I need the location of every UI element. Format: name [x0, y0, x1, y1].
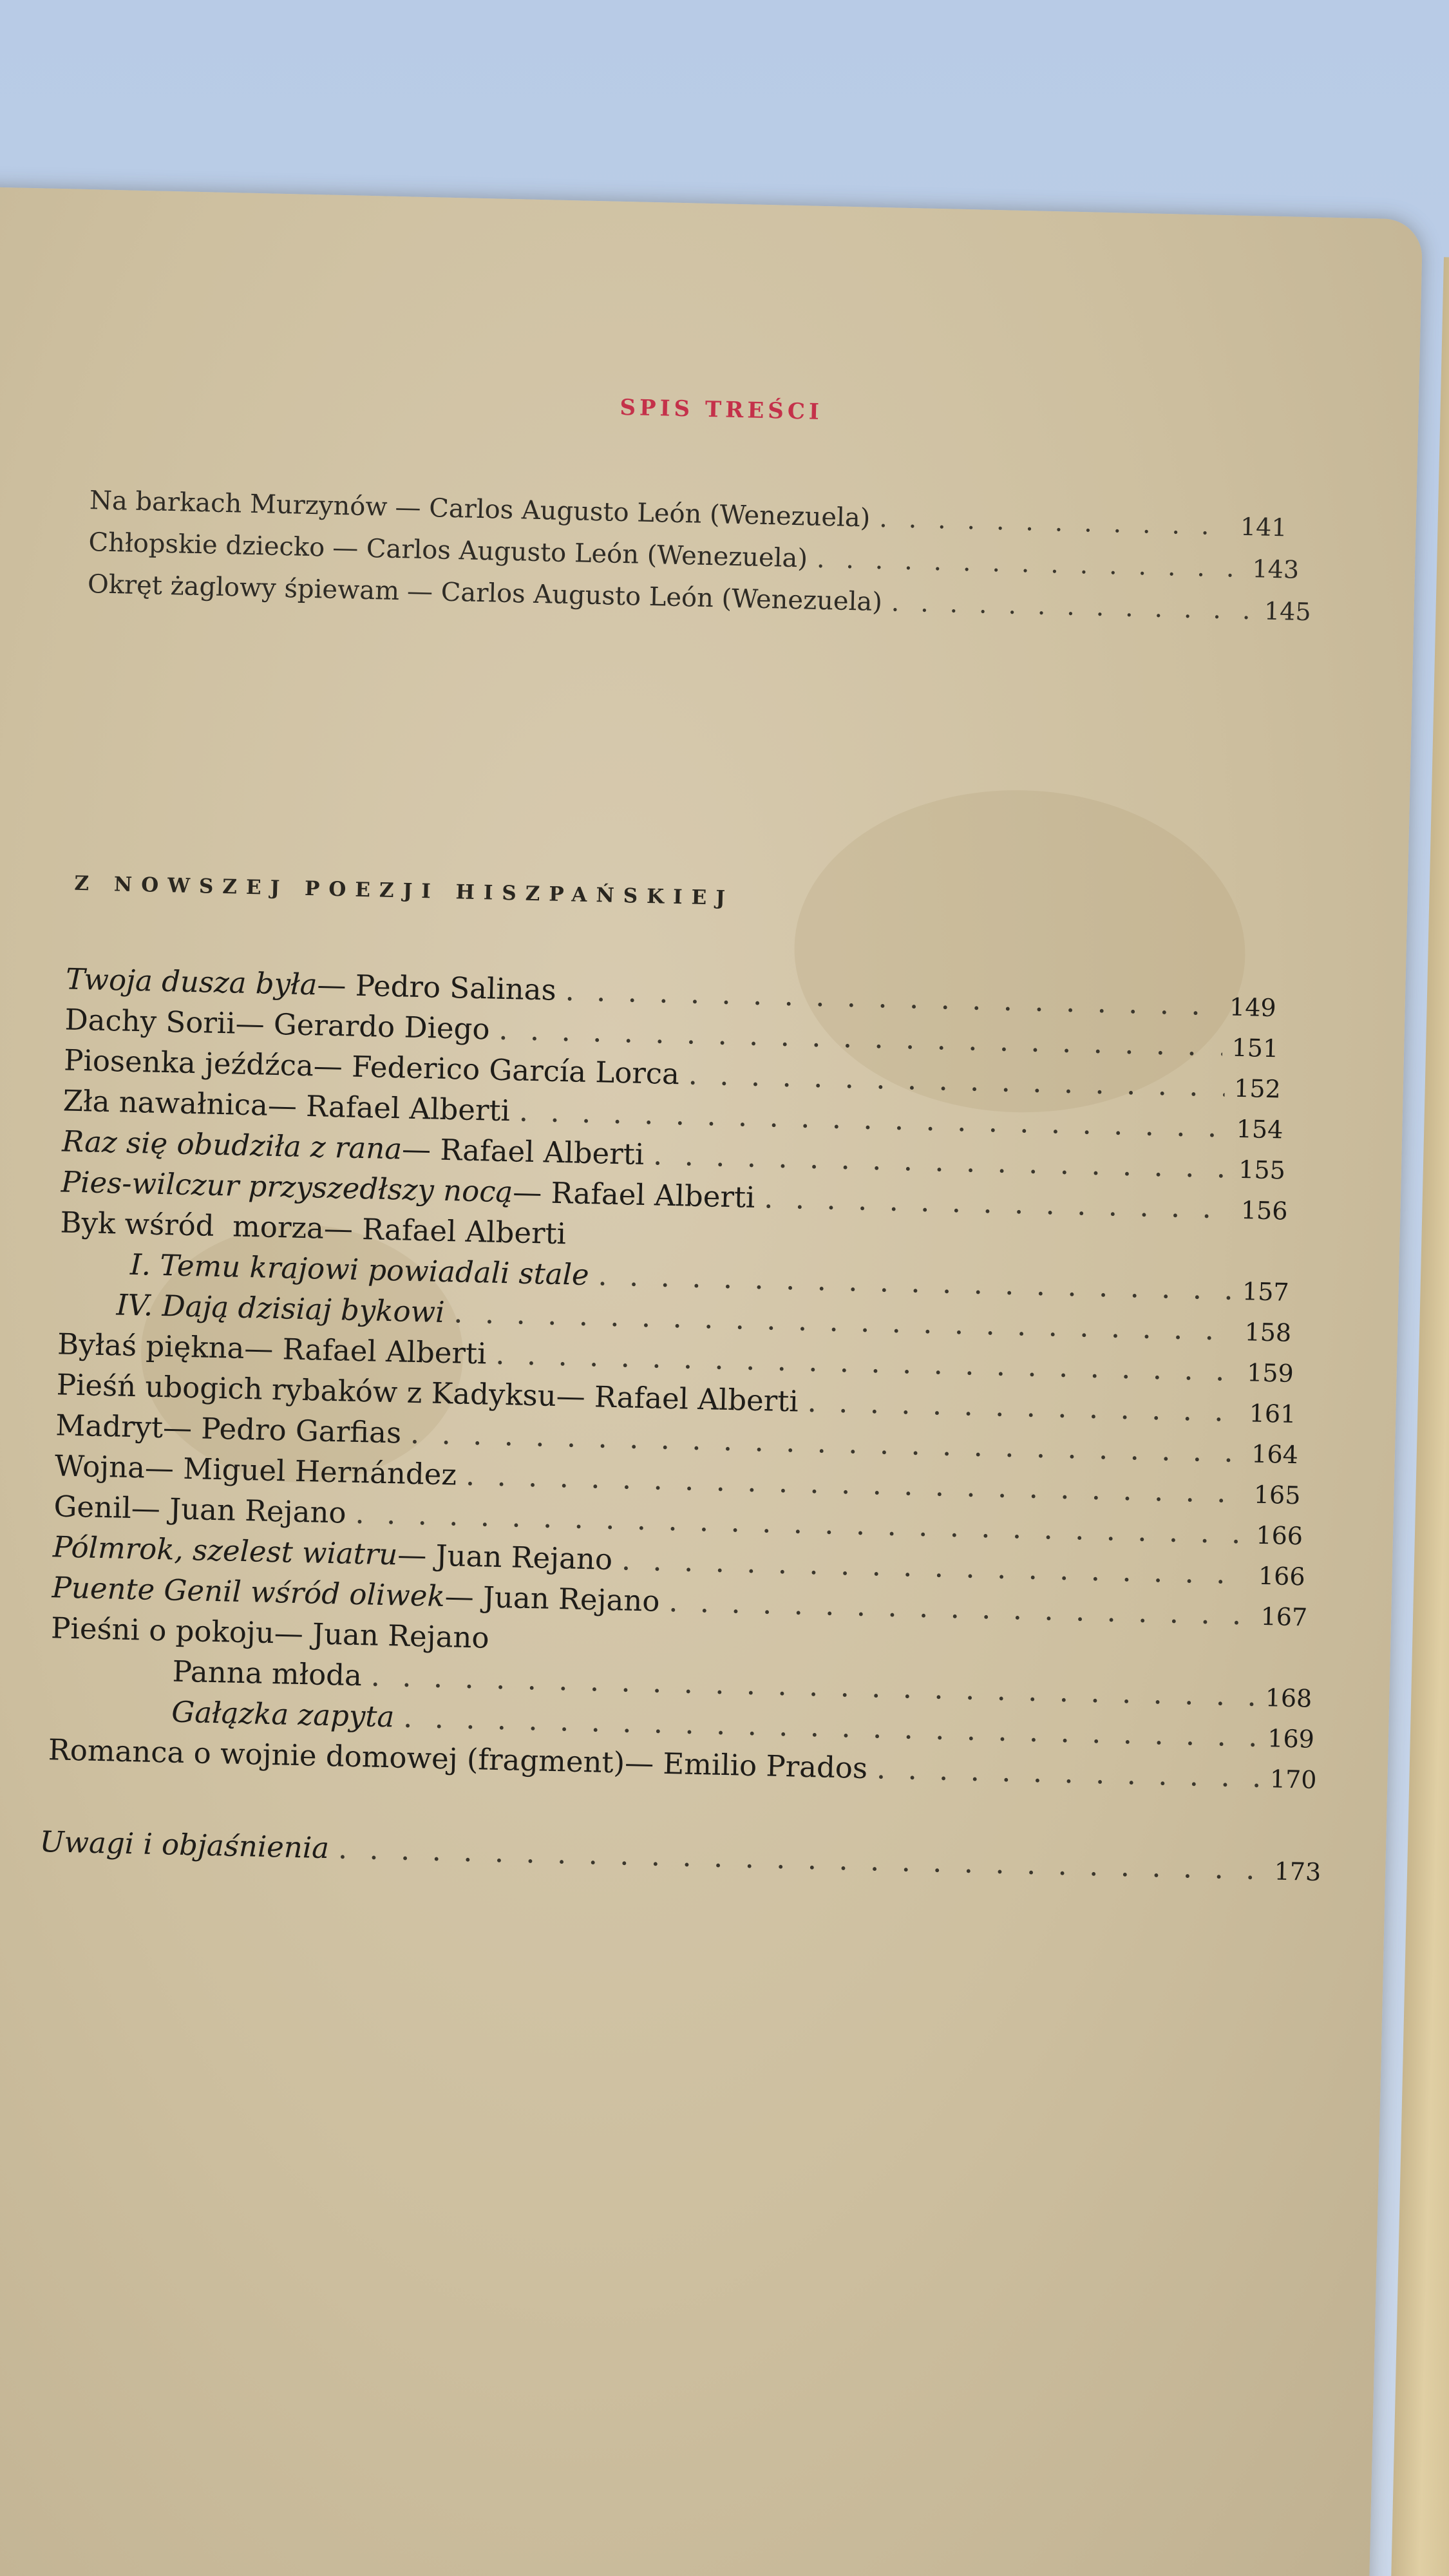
- entry-author: — Rafael Alberti: [512, 1175, 756, 1215]
- entry-title: Puente Genil wśród oliwek: [52, 1570, 446, 1614]
- entry-author: — Pedro Salinas: [316, 967, 557, 1007]
- leader-dots: [337, 1831, 1265, 1886]
- entry-page: 155: [1238, 1155, 1286, 1185]
- entry-title: Wojna: [54, 1448, 146, 1485]
- entry-page: 157: [1242, 1277, 1290, 1307]
- entry-title: Dachy Sorii: [64, 1002, 236, 1041]
- entry-title: Twoja dusza była: [65, 961, 318, 1002]
- entry-page: 166: [1258, 1561, 1306, 1591]
- entry-author: — Pedro Garfias: [162, 1410, 402, 1450]
- entry-title: Chłopskie dziecko: [88, 527, 325, 563]
- entry-title: Pieśń ubogich rybaków z Kadyksu: [56, 1367, 557, 1413]
- entry-author: — Rafael Alberti: [556, 1378, 799, 1419]
- entry-title: Romanca o wojnie domowej (fragment): [48, 1732, 625, 1780]
- leader-dots: [621, 1542, 1249, 1591]
- entry-author: — Rafael Alberti: [323, 1211, 567, 1251]
- entry-page: 143: [1252, 554, 1300, 584]
- entry-page: 170: [1269, 1765, 1317, 1794]
- entry-title: IV. Dają dzisiaj bykowi: [116, 1287, 446, 1330]
- entry-page: 167: [1260, 1602, 1308, 1632]
- entry-title: Madryt: [55, 1408, 164, 1445]
- entry-author: — Juan Rejano: [397, 1537, 613, 1577]
- entry-title: Na barkach Murzynów: [89, 486, 388, 522]
- entry-author: — Gerardo Diego: [235, 1006, 491, 1046]
- entry-author: — Miguel Hernández: [144, 1450, 457, 1492]
- entry-author: — Juan Rejano: [444, 1579, 661, 1618]
- entry-page: 169: [1267, 1724, 1315, 1754]
- entry-page: 159: [1246, 1358, 1294, 1388]
- leader-dots: [653, 1137, 1230, 1184]
- leader-dots: [598, 1258, 1234, 1306]
- entry-title: Pólmrok, szelest wiatru: [52, 1530, 398, 1572]
- entry-title: Pieśni o pokoju: [50, 1611, 275, 1651]
- entry-title: Byk wśród morza: [59, 1205, 325, 1245]
- entry-title: Okręt żaglowy śpiewam: [87, 569, 400, 607]
- entry-author: — Federico García Lorca: [313, 1048, 680, 1092]
- section-title: Z NOWSZEJ POEZJI HISZPAŃSKIEJ: [74, 871, 735, 911]
- entry-author: — Carlos Augusto León (Wenezuela): [395, 492, 871, 533]
- entry-page: 161: [1249, 1399, 1296, 1429]
- entry-page: 151: [1231, 1033, 1279, 1063]
- entry-page: 158: [1244, 1318, 1292, 1347]
- toc-heading: SPIS TREŚCI: [620, 394, 824, 425]
- leader-dots: [876, 1751, 1261, 1794]
- entry-author: — Carlos Augusto León (Wenezuela): [406, 576, 883, 618]
- entry-page: 164: [1251, 1439, 1299, 1470]
- entry-author: — Juan Rejano: [274, 1616, 490, 1655]
- entry-page: 173: [1274, 1857, 1321, 1887]
- toc-entry-notes: [39, 1824, 1321, 1888]
- entry-title: Zła nawałnica: [62, 1083, 269, 1122]
- entry-title: Genil: [53, 1489, 132, 1526]
- entry-page: 168: [1265, 1683, 1312, 1713]
- toc-entry: [60, 1205, 567, 1251]
- entry-title: Pies-wilczur przyszedłszy nocą: [61, 1164, 513, 1209]
- entry-title: Byłaś piękna: [57, 1327, 245, 1365]
- leader-dots: [891, 587, 1255, 625]
- entry-page: 145: [1264, 596, 1312, 627]
- table-of-contents: [39, 383, 1392, 1887]
- entry-title: Piosenka jeźdźca: [63, 1043, 314, 1083]
- entry-page: 149: [1229, 992, 1277, 1023]
- leader-dots: [764, 1180, 1233, 1225]
- entry-author: — Carlos Augusto León (Wenezuela): [332, 533, 808, 574]
- entry-author: — Emilio Prados: [624, 1745, 868, 1786]
- entry-title: I. Temu krajowi powiadali stale: [129, 1247, 590, 1293]
- book-page: [0, 187, 1423, 2576]
- toc-entry: [51, 1611, 490, 1654]
- entry-page: 154: [1236, 1114, 1283, 1144]
- entry-page: 141: [1240, 512, 1288, 542]
- leader-dots: [816, 544, 1244, 583]
- entry-title: Panna młoda: [172, 1654, 363, 1693]
- entry-title: Gałązka zapyta: [171, 1694, 395, 1734]
- entry-page: 156: [1240, 1196, 1288, 1226]
- entry-title: Raz się obudziła z rana: [61, 1124, 402, 1166]
- entry-author: — Juan Rejano: [131, 1491, 347, 1530]
- leader-dots: [668, 1584, 1252, 1632]
- entry-page: 165: [1253, 1480, 1301, 1510]
- entry-author: — Rafael Alberti: [401, 1132, 645, 1171]
- leader-dots: [879, 504, 1232, 541]
- entry-author: — Rafael Alberti: [267, 1088, 511, 1128]
- entry-title: Uwagi i objaśnienia: [39, 1824, 330, 1866]
- entry-page: 166: [1255, 1520, 1303, 1551]
- entry-page: 152: [1233, 1074, 1282, 1104]
- leader-dots: [807, 1385, 1240, 1428]
- entry-author: — Rafael Alberti: [243, 1331, 488, 1371]
